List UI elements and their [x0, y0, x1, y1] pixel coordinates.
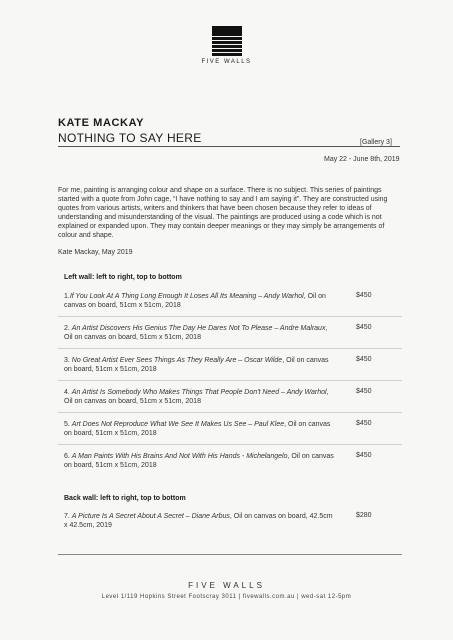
- artwork-details: , Oil on canvas on board, 51cm x 51cm, 2018: [64, 357, 329, 373]
- artwork-details: , Oil on canvas on board, 51cm x 51cm, 2018: [64, 293, 326, 309]
- artwork-number: 5.: [64, 421, 70, 428]
- artwork-details: , Oil on canvas on board, 51cm x 51cm, 2018: [64, 389, 329, 405]
- artwork-price: $280: [356, 512, 372, 519]
- artwork-price: $450: [356, 356, 372, 363]
- artwork-price: $450: [356, 420, 372, 427]
- artwork-description: [64, 452, 334, 470]
- item-divider: [58, 444, 402, 445]
- statement-signoff: Kate Mackay, May 2019: [58, 249, 133, 256]
- artwork-price: $450: [356, 388, 372, 395]
- artwork-price: $450: [356, 452, 372, 459]
- artwork-description: [64, 512, 334, 530]
- footer-address: Level 1/119 Hopkins Street Footscray 3011 | fivewalls.com.au | wed-sat 12-5pm: [101, 594, 352, 600]
- artwork-price: $450: [356, 324, 372, 331]
- artwork-description: [64, 292, 334, 310]
- artwork-title: No Great Artist Ever Sees Things As They Really Are – Oscar Wilde: [71, 357, 283, 364]
- artwork-number: 4.: [64, 389, 70, 396]
- five-walls-logo-icon: [212, 26, 242, 56]
- back-wall-heading: Back wall: left to right, top to bottom: [64, 495, 186, 502]
- artwork-title: If You Look At A Thing Long Enough It Loses All Its Meaning – Andy Warhol: [69, 293, 304, 300]
- item-divider: [58, 380, 402, 381]
- gallery-label: [Gallery 3]: [360, 139, 392, 146]
- artwork-title: An Artist Is Somebody Who Makes Things That People Don't Need – Andy Warhol: [71, 389, 327, 396]
- artwork-price: $450: [356, 292, 372, 299]
- artwork-title: An Artist Discovers His Genius The Day He Dares Not To Please – Andre Malraux: [71, 325, 326, 332]
- artist-name: KATE MACKAY: [58, 117, 145, 129]
- exhibition-title: NOTHING TO SAY HERE: [58, 131, 202, 145]
- artwork-description: [64, 356, 334, 374]
- artwork-title: A Man Paints With His Brains And Not With His Hands - Michelangelo: [71, 453, 288, 460]
- artwork-description: [64, 388, 334, 406]
- item-divider: [58, 348, 402, 349]
- artwork-number: 2.: [64, 325, 70, 332]
- artwork-details: , Oil on canvas on board, 42.5cm x 42.5cm, 2019: [64, 513, 333, 529]
- footer-gallery-name: FIVE WALLS: [188, 581, 265, 590]
- left-wall-heading: Left wall: left to right, top to bottom: [64, 274, 182, 281]
- artist-statement: For me, painting is arranging colour and shape on a surface. There is no subject. This series of paintings started with a quote from John cage, “I have nothing to say and I am saying it”. They are constructed using quotes from various artists, writers and thinkers that have been chosen because they refer to ideas of understanding and misunderstanding of the visual. The paintings are produced using a code which is not explained or expanded upon. They may contain deeper meanings or they may simply be arrangements of colour and shape.: [58, 187, 388, 239]
- artwork-title: A Picture Is A Secret About A Secret – Diane Arbus: [71, 513, 230, 520]
- exhibition-dates: May 22 - June 8th, 2019: [324, 156, 400, 163]
- artwork-details: , Oil on canvas on board, 51cm x 51cm, 2018: [64, 421, 331, 437]
- artwork-description: [64, 420, 334, 438]
- artwork-number: 3.: [64, 357, 70, 364]
- artwork-title: Art Does Not Reproduce What We See It Makes Us See – Paul Klee: [71, 421, 285, 428]
- item-divider: [58, 316, 402, 317]
- footer-divider: [58, 554, 402, 555]
- artwork-details: , Oil on canvas on board, 51cm x 51cm, 2018: [64, 325, 328, 341]
- title-divider: [58, 146, 400, 147]
- artwork-number: 6.: [64, 453, 70, 460]
- item-divider: [58, 412, 402, 413]
- logo-text: FIVE WALLS: [201, 59, 252, 65]
- artwork-number: 1.: [64, 293, 70, 300]
- artwork-number: 7.: [64, 513, 70, 520]
- artwork-description: [64, 324, 334, 342]
- artwork-details: , Oil on canvas on board, 51cm x 51cm, 2018: [64, 453, 334, 469]
